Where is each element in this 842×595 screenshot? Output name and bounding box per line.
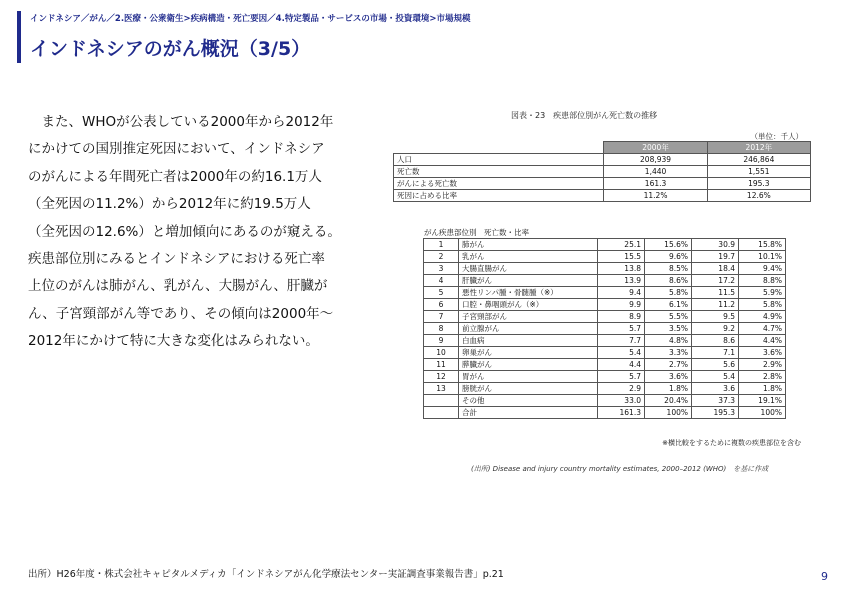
- year-header: 2000年: [604, 142, 707, 154]
- share-2000: 20.4%: [645, 395, 692, 407]
- site-row: [424, 359, 786, 371]
- deaths-2000: 13.9: [598, 275, 645, 287]
- share-2000: 9.6%: [645, 251, 692, 263]
- site-rank: 3: [424, 263, 459, 275]
- site-rank: 5: [424, 287, 459, 299]
- share-2012: 100%: [739, 407, 786, 419]
- site-rank: 10: [424, 347, 459, 359]
- share-2000: 8.5%: [645, 263, 692, 275]
- summary-value: 12.6%: [707, 190, 810, 202]
- deaths-2012: 37.3: [692, 395, 739, 407]
- site-table-body: [424, 239, 786, 419]
- site-rank: 13: [424, 383, 459, 395]
- share-2012: 3.6%: [739, 347, 786, 359]
- deaths-2000: 9.4: [598, 287, 645, 299]
- site-name: 合計: [459, 407, 598, 419]
- site-rank: 7: [424, 311, 459, 323]
- summary-label: 死因に占める比率: [394, 190, 604, 202]
- deaths-2000: 2.9: [598, 383, 645, 395]
- site-row: [424, 407, 786, 419]
- body-line: 疾患部位別にみるとインドネシアにおける死亡率: [28, 251, 325, 268]
- share-2000: 3.3%: [645, 347, 692, 359]
- source-footnote: 出所）H26年度・株式会社キャピタルメディカ「インドネシアがん化学療法センター実証調査事業報告書」p.21: [28, 569, 504, 580]
- share-2012: 2.8%: [739, 371, 786, 383]
- body-text: [28, 109, 380, 356]
- site-row: [424, 395, 786, 407]
- site-rank: 11: [424, 359, 459, 371]
- site-rank: 6: [424, 299, 459, 311]
- deaths-2000: 9.9: [598, 299, 645, 311]
- site-name: 口腔・鼻咽頭がん（※）: [459, 299, 598, 311]
- site-name: 肺がん: [459, 239, 598, 251]
- share-2012: 8.8%: [739, 275, 786, 287]
- site-row: [424, 335, 786, 347]
- site-name: 子宮頸部がん: [459, 311, 598, 323]
- site-name: 悪性リンパ腫・骨髄腫（※）: [459, 287, 598, 299]
- share-2000: 3.6%: [645, 371, 692, 383]
- summary-value: 246,864: [707, 154, 810, 166]
- summary-header-blank: [394, 142, 604, 154]
- share-2000: 4.8%: [645, 335, 692, 347]
- summary-row: [394, 178, 811, 190]
- deaths-2012: 30.9: [692, 239, 739, 251]
- site-row: [424, 347, 786, 359]
- site-table-title: がん疾患部位別 死亡数・比率: [424, 228, 529, 237]
- site-rank: 2: [424, 251, 459, 263]
- summary-value: 161.3: [604, 178, 707, 190]
- site-name: 膀胱がん: [459, 383, 598, 395]
- deaths-2012: 11.2: [692, 299, 739, 311]
- summary-value: 208,939: [604, 154, 707, 166]
- summary-table: [393, 141, 811, 202]
- share-2012: 19.1%: [739, 395, 786, 407]
- share-2000: 2.7%: [645, 359, 692, 371]
- deaths-2012: 3.6: [692, 383, 739, 395]
- site-rank: [424, 395, 459, 407]
- deaths-2000: 25.1: [598, 239, 645, 251]
- body-line: （全死因の12.6%）と増加傾向にあるのが窺える。: [28, 223, 341, 240]
- site-row: [424, 323, 786, 335]
- share-2012: 5.9%: [739, 287, 786, 299]
- deaths-2000: 7.7: [598, 335, 645, 347]
- summary-label: 人口: [394, 154, 604, 166]
- site-rank: 4: [424, 275, 459, 287]
- deaths-2000: 33.0: [598, 395, 645, 407]
- deaths-2012: 9.5: [692, 311, 739, 323]
- body-line: また、WHOが公表している2000年から2012年: [28, 114, 334, 130]
- deaths-2000: 5.7: [598, 323, 645, 335]
- site-row: [424, 299, 786, 311]
- site-rank: 9: [424, 335, 459, 347]
- share-2000: 8.6%: [645, 275, 692, 287]
- summary-row: [394, 190, 811, 202]
- deaths-2000: 5.4: [598, 347, 645, 359]
- site-rank: 1: [424, 239, 459, 251]
- deaths-2000: 13.8: [598, 263, 645, 275]
- share-2012: 1.8%: [739, 383, 786, 395]
- deaths-2012: 8.6: [692, 335, 739, 347]
- site-row: [424, 239, 786, 251]
- year-header: 2012年: [707, 142, 810, 154]
- site-rank: 12: [424, 371, 459, 383]
- figure-unit: （単位：千人）: [750, 132, 803, 141]
- summary-row: [394, 166, 811, 178]
- share-2012: 10.1%: [739, 251, 786, 263]
- deaths-2012: 9.2: [692, 323, 739, 335]
- share-2000: 1.8%: [645, 383, 692, 395]
- body-line: ん、子宮頸部がん等であり、その傾向は2000年～: [28, 305, 334, 322]
- site-name: 大腸直腸がん: [459, 263, 598, 275]
- page-number: 9: [821, 570, 828, 583]
- deaths-2012: 19.7: [692, 251, 739, 263]
- summary-value: 11.2%: [604, 190, 707, 202]
- site-row: [424, 383, 786, 395]
- site-name: 肝臓がん: [459, 275, 598, 287]
- share-2000: 15.6%: [645, 239, 692, 251]
- body-line: 2012年にかけて特に大きな変化はみられない。: [28, 333, 319, 350]
- site-name: 卵巣がん: [459, 347, 598, 359]
- deaths-2000: 4.4: [598, 359, 645, 371]
- site-row: [424, 275, 786, 287]
- deaths-2000: 15.5: [598, 251, 645, 263]
- site-name: 前立腺がん: [459, 323, 598, 335]
- site-rank: [424, 407, 459, 419]
- summary-label: がんによる死亡数: [394, 178, 604, 190]
- site-name: 胃がん: [459, 371, 598, 383]
- title-accent-bar: [17, 11, 21, 63]
- share-2000: 5.5%: [645, 311, 692, 323]
- site-row: [424, 287, 786, 299]
- site-row: [424, 311, 786, 323]
- body-line: 上位のがんは肺がん、乳がん、大腸がん、肝臓が: [28, 278, 328, 295]
- cancer-deaths-figure: [393, 100, 811, 480]
- body-line: にかけての国別推定死因において、インドネシア: [28, 141, 325, 158]
- summary-row: [394, 154, 811, 166]
- summary-value: 1,551: [707, 166, 810, 178]
- site-name: その他: [459, 395, 598, 407]
- summary-label: 死亡数: [394, 166, 604, 178]
- deaths-2000: 161.3: [598, 407, 645, 419]
- deaths-2012: 18.4: [692, 263, 739, 275]
- deaths-2000: 8.9: [598, 311, 645, 323]
- deaths-2012: 195.3: [692, 407, 739, 419]
- body-line: のがんによる年間死亡者は2000年の約16.1万人: [28, 168, 322, 185]
- deaths-2012: 5.4: [692, 371, 739, 383]
- summary-header-row: [394, 142, 811, 154]
- share-2000: 5.8%: [645, 287, 692, 299]
- share-2012: 15.8%: [739, 239, 786, 251]
- share-2012: 5.8%: [739, 299, 786, 311]
- site-rank: 8: [424, 323, 459, 335]
- share-2000: 3.5%: [645, 323, 692, 335]
- share-2012: 4.9%: [739, 311, 786, 323]
- summary-value: 1,440: [604, 166, 707, 178]
- site-name: 乳がん: [459, 251, 598, 263]
- site-name: 白血病: [459, 335, 598, 347]
- site-row: [424, 371, 786, 383]
- body-line: （全死因の11.2%）から2012年に約19.5万人: [28, 196, 311, 213]
- deaths-2012: 11.5: [692, 287, 739, 299]
- share-2012: 4.4%: [739, 335, 786, 347]
- page-title: インドネシアのがん概況（3/5）: [30, 38, 311, 60]
- site-table: [423, 238, 786, 419]
- figure-caption: 図表・23 疾患部位別がん死亡数の推移: [511, 111, 658, 120]
- deaths-2012: 5.6: [692, 359, 739, 371]
- deaths-2012: 17.2: [692, 275, 739, 287]
- figure-note: ※横比較をするために複数の疾患部位を含む: [662, 439, 801, 447]
- share-2000: 100%: [645, 407, 692, 419]
- share-2012: 4.7%: [739, 323, 786, 335]
- deaths-2000: 5.7: [598, 371, 645, 383]
- share-2012: 2.9%: [739, 359, 786, 371]
- site-row: [424, 251, 786, 263]
- breadcrumb: インドネシア／がん／2.医療・公衆衛生>疾病構造・死亡要因／4.特定製品・サービスの市場・投資環境>市場規模: [30, 14, 471, 24]
- deaths-2012: 7.1: [692, 347, 739, 359]
- summary-value: 195.3: [707, 178, 810, 190]
- share-2012: 9.4%: [739, 263, 786, 275]
- share-2000: 6.1%: [645, 299, 692, 311]
- figure-source: (出所) Disease and injury country mortality estimates, 2000–2012 (WHO) を基に作成: [471, 465, 769, 473]
- site-name: 膵臓がん: [459, 359, 598, 371]
- site-row: [424, 263, 786, 275]
